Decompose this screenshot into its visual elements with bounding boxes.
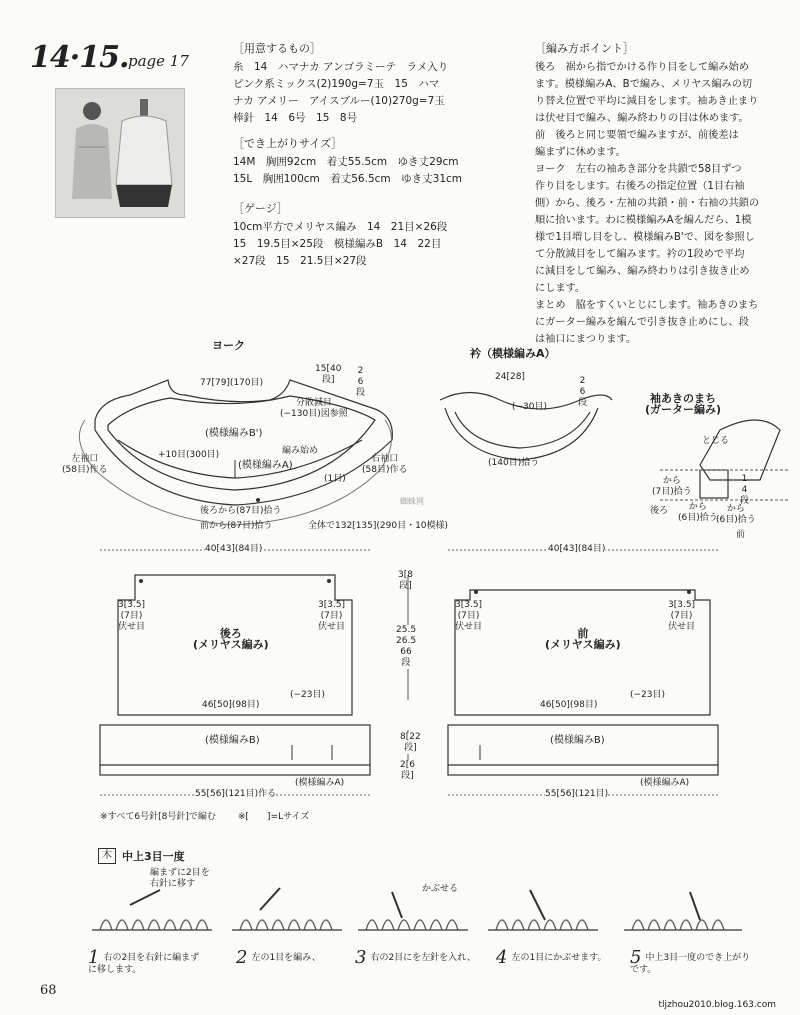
- gusset-from1-label: から (7目)拾う: [652, 476, 692, 497]
- back-width-top: 40[43](84目): [205, 544, 263, 554]
- materials-title: ［用意するもの］: [233, 42, 321, 55]
- collar-pick-label: (140目)拾う: [488, 458, 540, 468]
- back-width-mid: 46[50](98目): [202, 700, 260, 710]
- step-5-number: 5: [630, 947, 642, 968]
- vertical-top: 3[8 段]: [398, 570, 413, 591]
- front-width-bottom: 55[56](121目): [545, 789, 609, 799]
- step-1-number: 1: [88, 947, 100, 968]
- front-title: 前 (メリヤス編み): [545, 627, 621, 651]
- points-line: 前 後ろと同じ要領で編みますが、前後差は: [535, 130, 739, 141]
- points-line: 様で1目増し目をし、模様編みB'で、図を参照し: [535, 232, 755, 243]
- gusset-rows-label: 1 4 段: [740, 474, 750, 506]
- collar-width-label: 24[28]: [495, 372, 525, 382]
- yoke-total-label: 全体で132[135](290目・10模様): [308, 521, 449, 531]
- points-title: ［編み方ポイント］: [535, 42, 634, 55]
- yoke-dist-label: 分散減目 (−130目)図参照: [280, 398, 348, 419]
- points-line: ます。模様編みA、Bで編み、メリヤス編みの切: [535, 79, 753, 90]
- gusset-from2-label: から (6目)拾う: [678, 502, 718, 523]
- yoke-back-pick-label: 後ろから(87目)拾う: [200, 506, 282, 516]
- gauge-line: 10cm平方でメリヤス編み 14 21目×26段: [233, 221, 448, 233]
- points-line: にガーター編みを編んで引き抜き止めにし、段: [535, 317, 749, 328]
- step-5-text: 中上3目一度のでき上がり です。: [630, 953, 751, 975]
- points-line: まとめ 脇をすくいとじにします。袖あきのまち: [535, 300, 759, 311]
- step-2-number: 2: [236, 947, 248, 968]
- materials-line: 糸 14 ハマナカ アンゴラミーテ ラメ入り: [233, 61, 449, 73]
- back-pattern-a: (模様編みA): [295, 778, 345, 788]
- gusset-title: 袖あきのまち (ガーター編み): [645, 392, 722, 416]
- source-url: tljzhou2010.blog.163.com: [658, 1000, 776, 1010]
- points-line: 編まずに休めます。: [535, 147, 626, 158]
- yoke-one-label: (1目): [324, 474, 346, 484]
- step-1: [88, 947, 200, 976]
- points-line: 後ろ 裾から指でかける作り目をして編み始め: [535, 62, 749, 73]
- step-3: [355, 947, 476, 968]
- points-line: は袖口にまつります。: [535, 334, 637, 345]
- step-2-text: 左の1目を編み、: [251, 953, 321, 963]
- back-pattern-b: (模様編みB): [205, 735, 260, 746]
- step-5: [630, 947, 751, 976]
- yoke-right-cuff-label: 右袖口 (58目)作る: [362, 454, 408, 475]
- step-note-2: かぶせる: [422, 884, 459, 894]
- step-1-text: 右の2目を右針に編まず に移します。: [88, 953, 200, 975]
- points-line: 作り目をします。右後ろの指定位置（1目右袖: [535, 181, 745, 192]
- step-note-1: 編まずに2目を 右針に移す: [150, 868, 210, 889]
- step-3-number: 3: [355, 947, 367, 968]
- front-dec-label: (−23目): [630, 690, 666, 700]
- front-pattern-b: (模様編みB): [550, 735, 605, 746]
- step-4: [496, 947, 607, 968]
- front-width-top: 40[43](84目): [548, 544, 606, 554]
- front-pattern-a: (模様編みA): [640, 778, 690, 788]
- page-number: 68: [40, 983, 57, 998]
- yoke-rows-label: 15[40 段]: [315, 364, 342, 385]
- pattern-number: 14·15.: [30, 40, 129, 75]
- front-width-mid: 46[50](98目): [540, 700, 598, 710]
- front-armhole-right: 3[3.5] (7目) 伏せ目: [668, 600, 696, 632]
- yoke-neck-label: 77[79](170目): [200, 378, 264, 388]
- points-line: は伏せ目で編み、編み終わりの目は休めます。: [535, 113, 749, 124]
- vertical-low: 8[22 段]: [400, 732, 421, 753]
- gauge-line: 15 19.5目×25段 模様編みB 14 22目: [233, 238, 442, 250]
- gauge-title: ［ゲージ］: [233, 202, 288, 215]
- gusset-from3-label: から (6目)拾う: [716, 504, 756, 525]
- yoke-inc-label: +10目(300目): [158, 450, 220, 460]
- size-note: ※[ ]=Lサイズ: [238, 812, 310, 822]
- collar-title: 衿（模様編みA）: [470, 347, 556, 360]
- back-width-bottom: 55[56](121目)作る: [195, 789, 277, 799]
- points-line: 順に拾います。わに模様編みAを編んだら、1模: [535, 215, 752, 226]
- gusset-front-label: 前: [736, 530, 746, 540]
- steps-title: 中上3目一度: [122, 850, 185, 863]
- stitch-mark: 木: [98, 848, 116, 864]
- yoke-pattern-a-label: (模様編みA): [238, 460, 293, 471]
- step-4-number: 4: [496, 947, 508, 968]
- yoke-title: ヨーク: [212, 339, 245, 352]
- materials-line: 棒針 14 6号 15 8号: [233, 112, 358, 124]
- size-line: 14M 胸囲92cm 着丈55.5cm ゆき丈29cm: [233, 156, 459, 168]
- size-line: 15L 胸囲100cm 着丈56.5cm ゆき丈31cm: [233, 173, 462, 185]
- points-line: り替え位置で平均に減目をします。袖あき止まり: [535, 96, 759, 107]
- points-line: に減目をして編み、編み終わりは引き抜き止め: [535, 266, 750, 277]
- step-4-text: 左の1目にかぶせます。: [511, 953, 607, 963]
- materials-line: ナカ アメリー アイスブルー(10)270g=7玉: [233, 95, 445, 107]
- size-title: ［でき上がりサイズ］: [233, 137, 343, 150]
- points-line: ヨーク 左右の袖あき部分を共鎖で58目ずつ: [535, 164, 742, 175]
- collar-rows-label: 2 6 段: [578, 376, 588, 408]
- collar-dec-label: (−30目): [512, 402, 548, 412]
- yoke-left-cuff-label: 左袖口 (58目)作る: [62, 454, 108, 475]
- step-2: [236, 947, 321, 968]
- gusset-close-label: とじる: [702, 436, 730, 446]
- yoke-start-label: 編み始め: [282, 446, 319, 456]
- back-armhole-left: 3[3.5] (7目) 伏せ目: [118, 600, 146, 632]
- watermark: 蜘蛛网: [400, 497, 424, 506]
- yoke-pattern-b-label: (模様編みB'): [205, 428, 263, 439]
- vertical-bottom: 2[6 段]: [400, 760, 415, 781]
- back-title: 後ろ (メリヤス編み): [193, 627, 269, 651]
- back-dec-label: (−23目): [290, 690, 326, 700]
- front-armhole-left: 3[3.5] (7目) 伏せ目: [455, 600, 483, 632]
- gauge-line: ×27段 15 21.5目×27段: [233, 255, 367, 267]
- gusset-back-label: 後ろ: [650, 506, 669, 516]
- step-3-text: 右の2目にを左針を入れ、: [370, 953, 476, 963]
- needle-note: ※すべて6号針[8号針]で編む: [100, 812, 216, 822]
- steps-illustration: [0, 880, 800, 950]
- page-reference: page 17: [128, 52, 189, 70]
- vertical-mid: 25.5 26.5 66 段: [396, 625, 417, 668]
- back-armhole-right: 3[3.5] (7目) 伏せ目: [318, 600, 346, 632]
- points-line: 側）から、後ろ・左袖の共鎖・前・右袖の共鎖の: [535, 198, 760, 209]
- yoke-front-pick-label: 前から(87目)拾う: [200, 521, 273, 531]
- yoke-rows2-label: 2 6 段: [356, 366, 366, 398]
- points-line: て分散減目をして編みます。衿の1段めで平均: [535, 249, 745, 260]
- materials-line: ピンク系ミックス(2)190g=7玉 15 ハマ: [233, 78, 440, 90]
- points-line: にします。: [535, 283, 586, 294]
